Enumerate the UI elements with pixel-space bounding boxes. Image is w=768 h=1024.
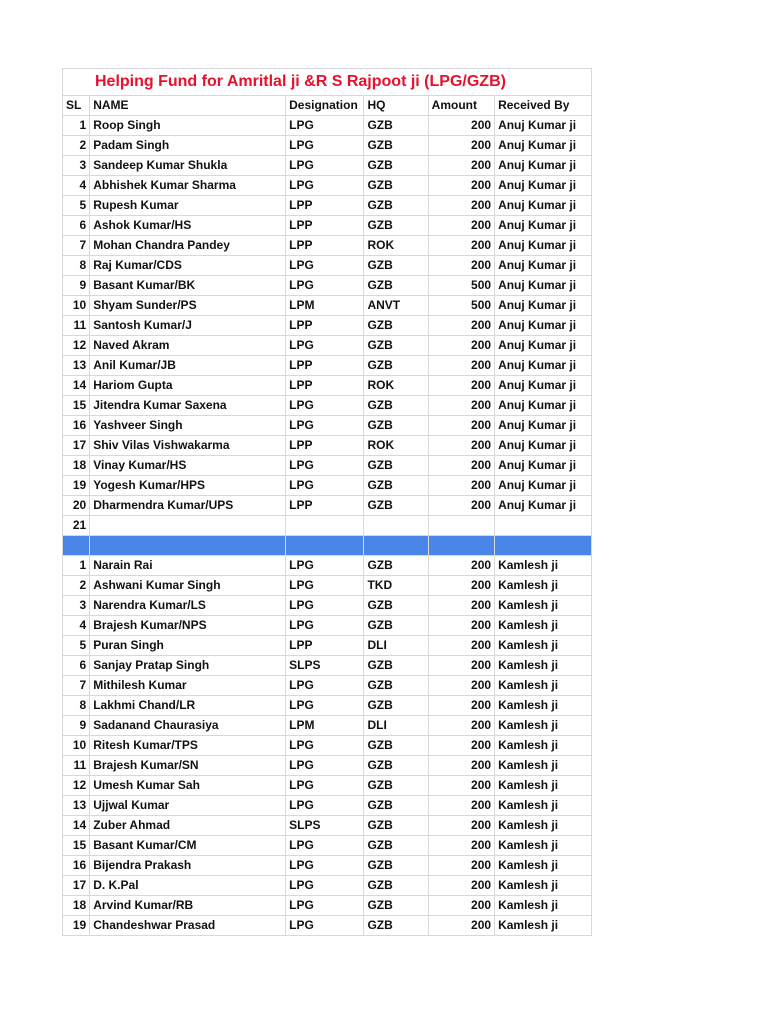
cell-received-by: Kamlesh ji [495,696,592,716]
table-row [63,176,592,196]
cell-amount: 200 [428,196,494,216]
cell-sl: 18 [63,896,90,916]
cell-sl: 14 [63,816,90,836]
cell-designation: LPP [286,196,364,216]
cell-amount: 200 [428,876,494,896]
cell-received-by: Anuj Kumar ji [495,496,592,516]
cell-hq: GZB [364,816,428,836]
cell-name: Abhishek Kumar Sharma [90,176,286,196]
header-sl: SL [63,96,90,116]
cell-received-by: Kamlesh ji [495,656,592,676]
table-row [63,196,592,216]
cell-sl: 4 [63,616,90,636]
table-row [63,416,592,436]
cell-hq: GZB [364,596,428,616]
cell-received-by: Anuj Kumar ji [495,336,592,356]
cell-sl: 18 [63,456,90,476]
cell-received-by: Kamlesh ji [495,756,592,776]
table-row [63,476,592,496]
cell-received-by: Anuj Kumar ji [495,296,592,316]
cell-received-by: Kamlesh ji [495,896,592,916]
table-row [63,116,592,136]
table-row [63,136,592,156]
cell-received-by: Anuj Kumar ji [495,356,592,376]
cell-sl: 6 [63,656,90,676]
cell-designation: LPG [286,896,364,916]
cell-amount: 500 [428,276,494,296]
separator-cell [364,536,428,556]
cell-amount: 200 [428,556,494,576]
cell-amount: 200 [428,336,494,356]
cell-amount: 200 [428,116,494,136]
cell-sl: 19 [63,916,90,936]
cell-sl: 2 [63,136,90,156]
cell-name: Basant Kumar/CM [90,836,286,856]
table-row [63,676,592,696]
cell-amount: 200 [428,776,494,796]
cell-designation: LPM [286,716,364,736]
header-name: NAME [90,96,286,116]
cell-sl: 20 [63,496,90,516]
cell-sl: 5 [63,636,90,656]
table-row [63,356,592,376]
table-row [63,556,592,576]
cell-name: Santosh Kumar/J [90,316,286,336]
cell-received-by [495,516,592,536]
table-row [63,496,592,516]
cell-sl: 17 [63,436,90,456]
table-row [63,656,592,676]
cell-name: Lakhmi Chand/LR [90,696,286,716]
cell-received-by: Kamlesh ji [495,556,592,576]
cell-name: Umesh Kumar Sah [90,776,286,796]
header-received-by: Received By [495,96,592,116]
cell-hq: ROK [364,376,428,396]
cell-name: Rupesh Kumar [90,196,286,216]
cell-hq: GZB [364,676,428,696]
cell-received-by: Anuj Kumar ji [495,436,592,456]
cell-hq: GZB [364,656,428,676]
cell-designation: LPG [286,176,364,196]
cell-hq: ANVT [364,296,428,316]
table-row [63,636,592,656]
cell-received-by: Anuj Kumar ji [495,116,592,136]
cell-sl: 11 [63,316,90,336]
cell-amount: 200 [428,156,494,176]
cell-amount: 200 [428,696,494,716]
cell-hq: GZB [364,796,428,816]
cell-hq: TKD [364,576,428,596]
cell-hq: GZB [364,736,428,756]
cell-amount: 200 [428,456,494,476]
cell-hq: ROK [364,436,428,456]
cell-sl: 13 [63,796,90,816]
cell-sl: 10 [63,736,90,756]
cell-designation: LPM [286,296,364,316]
cell-sl: 5 [63,196,90,216]
cell-designation: LPG [286,336,364,356]
cell-amount: 200 [428,836,494,856]
cell-name: Shiv Vilas Vishwakarma [90,436,286,456]
cell-designation: LPG [286,736,364,756]
cell-sl: 17 [63,876,90,896]
cell-designation: LPG [286,876,364,896]
cell-hq: GZB [364,356,428,376]
cell-received-by: Anuj Kumar ji [495,376,592,396]
cell-amount: 200 [428,756,494,776]
cell-designation: LPP [286,236,364,256]
cell-received-by: Anuj Kumar ji [495,396,592,416]
table-row [63,876,592,896]
cell-amount: 200 [428,176,494,196]
cell-hq: GZB [364,836,428,856]
cell-amount: 200 [428,376,494,396]
cell-name: Ashwani Kumar Singh [90,576,286,596]
cell-designation: LPG [286,596,364,616]
cell-hq: GZB [364,476,428,496]
cell-sl: 7 [63,676,90,696]
cell-name: Puran Singh [90,636,286,656]
table-row [63,716,592,736]
cell-name: Mithilesh Kumar [90,676,286,696]
cell-name: Mohan Chandra Pandey [90,236,286,256]
cell-received-by: Anuj Kumar ji [495,276,592,296]
table-row [63,836,592,856]
table-row [63,516,592,536]
cell-amount: 200 [428,816,494,836]
cell-designation: LPG [286,776,364,796]
cell-amount: 200 [428,596,494,616]
cell-sl: 15 [63,396,90,416]
cell-sl: 19 [63,476,90,496]
table-row [63,256,592,276]
cell-received-by: Anuj Kumar ji [495,416,592,436]
cell-received-by: Anuj Kumar ji [495,236,592,256]
cell-name: Basant Kumar/BK [90,276,286,296]
cell-designation: SLPS [286,656,364,676]
cell-name: Zuber Ahmad [90,816,286,836]
cell-received-by: Kamlesh ji [495,796,592,816]
cell-name: Sadanand Chaurasiya [90,716,286,736]
cell-sl: 16 [63,856,90,876]
cell-sl: 12 [63,336,90,356]
cell-designation: LPP [286,356,364,376]
cell-sl: 15 [63,836,90,856]
separator-cell [63,536,90,556]
cell-received-by: Kamlesh ji [495,856,592,876]
cell-name: Chandeshwar Prasad [90,916,286,936]
cell-amount: 200 [428,476,494,496]
table-row [63,916,592,936]
cell-designation: LPP [286,636,364,656]
table-row [63,236,592,256]
separator-cell [286,536,364,556]
cell-sl: 1 [63,556,90,576]
separator-cell [90,536,286,556]
cell-amount: 200 [428,616,494,636]
cell-sl: 11 [63,756,90,776]
cell-amount: 500 [428,296,494,316]
cell-amount: 200 [428,256,494,276]
cell-designation: LPP [286,436,364,456]
cell-designation: LPG [286,156,364,176]
table-row [63,616,592,636]
cell-amount: 200 [428,136,494,156]
cell-designation: LPG [286,556,364,576]
cell-sl: 12 [63,776,90,796]
cell-amount: 200 [428,216,494,236]
cell-amount: 200 [428,676,494,696]
cell-designation: LPG [286,116,364,136]
cell-designation: LPG [286,456,364,476]
cell-hq: GZB [364,856,428,876]
cell-hq: GZB [364,696,428,716]
cell-sl: 14 [63,376,90,396]
cell-name: Shyam Sunder/PS [90,296,286,316]
table-row [63,156,592,176]
cell-sl: 21 [63,516,90,536]
cell-designation: LPP [286,216,364,236]
table-row [63,756,592,776]
cell-sl: 3 [63,596,90,616]
cell-amount [428,516,494,536]
cell-name: Sanjay Pratap Singh [90,656,286,676]
cell-designation: LPG [286,396,364,416]
cell-designation: LPG [286,136,364,156]
cell-name: Naved Akram [90,336,286,356]
cell-hq [364,516,428,536]
cell-sl: 8 [63,696,90,716]
cell-name: Roop Singh [90,116,286,136]
table-row [63,816,592,836]
cell-sl: 4 [63,176,90,196]
cell-designation: LPG [286,916,364,936]
cell-received-by: Kamlesh ji [495,816,592,836]
cell-hq: GZB [364,196,428,216]
cell-name: Narain Rai [90,556,286,576]
cell-sl: 7 [63,236,90,256]
cell-sl: 8 [63,256,90,276]
cell-name: Narendra Kumar/LS [90,596,286,616]
sheet-title: Helping Fund for Amritlal ji &R S Rajpoot ji (LPG/GZB) [63,69,592,96]
cell-name: Bijendra Prakash [90,856,286,876]
table-row [63,396,592,416]
cell-amount: 200 [428,896,494,916]
header-amount: Amount [428,96,494,116]
cell-received-by: Kamlesh ji [495,836,592,856]
cell-name: Ashok Kumar/HS [90,216,286,236]
cell-designation: LPG [286,796,364,816]
header-row [63,96,592,116]
table-row [63,776,592,796]
cell-name: D. K.Pal [90,876,286,896]
cell-designation: LPG [286,696,364,716]
cell-amount: 200 [428,436,494,456]
cell-hq: GZB [364,616,428,636]
cell-amount: 200 [428,636,494,656]
cell-hq: GZB [364,176,428,196]
cell-hq: GZB [364,156,428,176]
cell-amount: 200 [428,736,494,756]
cell-received-by: Anuj Kumar ji [495,216,592,236]
cell-hq: GZB [364,916,428,936]
cell-designation: LPP [286,376,364,396]
fund-table [62,68,592,936]
cell-designation: SLPS [286,816,364,836]
cell-received-by: Anuj Kumar ji [495,136,592,156]
cell-received-by: Kamlesh ji [495,876,592,896]
cell-sl: 3 [63,156,90,176]
table-row [63,376,592,396]
cell-received-by: Anuj Kumar ji [495,316,592,336]
cell-amount: 200 [428,236,494,256]
cell-hq: GZB [364,756,428,776]
cell-designation: LPG [286,416,364,436]
cell-amount: 200 [428,796,494,816]
cell-hq: GZB [364,256,428,276]
cell-hq: ROK [364,236,428,256]
cell-designation: LPG [286,616,364,636]
table-row [63,456,592,476]
table-row [63,596,592,616]
cell-hq: GZB [364,396,428,416]
cell-name: Anil Kumar/JB [90,356,286,376]
cell-name: Brajesh Kumar/SN [90,756,286,776]
cell-name [90,516,286,536]
cell-amount: 200 [428,496,494,516]
cell-received-by: Kamlesh ji [495,916,592,936]
cell-hq: DLI [364,636,428,656]
cell-designation: LPP [286,496,364,516]
table-row [63,436,592,456]
cell-received-by: Anuj Kumar ji [495,256,592,276]
cell-sl: 6 [63,216,90,236]
cell-received-by: Kamlesh ji [495,736,592,756]
cell-received-by: Kamlesh ji [495,576,592,596]
cell-hq: GZB [364,216,428,236]
cell-designation [286,516,364,536]
cell-received-by: Kamlesh ji [495,776,592,796]
cell-amount: 200 [428,416,494,436]
table-row [63,856,592,876]
cell-hq: GZB [364,416,428,436]
separator-cell [495,536,592,556]
cell-amount: 200 [428,856,494,876]
cell-amount: 200 [428,356,494,376]
cell-hq: DLI [364,716,428,736]
cell-hq: GZB [364,876,428,896]
table-row [63,336,592,356]
separator-cell [428,536,494,556]
cell-name: Vinay Kumar/HS [90,456,286,476]
fund-table-body [63,69,592,936]
cell-name: Yashveer Singh [90,416,286,436]
cell-received-by: Anuj Kumar ji [495,196,592,216]
header-designation: Designation [286,96,364,116]
cell-designation: LPG [286,276,364,296]
cell-designation: LPG [286,576,364,596]
cell-sl: 13 [63,356,90,376]
cell-received-by: Anuj Kumar ji [495,156,592,176]
cell-hq: GZB [364,276,428,296]
cell-amount: 200 [428,656,494,676]
table-row [63,796,592,816]
cell-received-by: Kamlesh ji [495,616,592,636]
title-row [63,69,592,96]
cell-hq: GZB [364,456,428,476]
cell-hq: GZB [364,336,428,356]
cell-designation: LPG [286,756,364,776]
cell-amount: 200 [428,716,494,736]
cell-sl: 9 [63,716,90,736]
table-row [63,576,592,596]
cell-name: Hariom Gupta [90,376,286,396]
cell-designation: LPG [286,476,364,496]
cell-sl: 2 [63,576,90,596]
cell-designation: LPG [286,676,364,696]
table-row [63,896,592,916]
cell-name: Raj Kumar/CDS [90,256,286,276]
cell-name: Yogesh Kumar/HPS [90,476,286,496]
cell-hq: GZB [364,316,428,336]
table-row [63,736,592,756]
cell-name: Arvind Kumar/RB [90,896,286,916]
cell-sl: 9 [63,276,90,296]
cell-designation: LPG [286,836,364,856]
cell-name: Sandeep Kumar Shukla [90,156,286,176]
cell-name: Jitendra Kumar Saxena [90,396,286,416]
cell-hq: GZB [364,896,428,916]
cell-amount: 200 [428,396,494,416]
cell-hq: GZB [364,496,428,516]
table-row [63,216,592,236]
cell-name: Ujjwal Kumar [90,796,286,816]
separator-row [63,536,592,556]
cell-received-by: Kamlesh ji [495,716,592,736]
cell-amount: 200 [428,316,494,336]
cell-received-by: Kamlesh ji [495,596,592,616]
table-row [63,276,592,296]
cell-received-by: Kamlesh ji [495,676,592,696]
cell-name: Padam Singh [90,136,286,156]
cell-sl: 1 [63,116,90,136]
cell-received-by: Anuj Kumar ji [495,176,592,196]
header-hq: HQ [364,96,428,116]
cell-amount: 200 [428,576,494,596]
cell-received-by: Anuj Kumar ji [495,476,592,496]
cell-hq: GZB [364,556,428,576]
table-row [63,296,592,316]
cell-hq: GZB [364,136,428,156]
cell-name: Brajesh Kumar/NPS [90,616,286,636]
cell-designation: LPG [286,256,364,276]
cell-sl: 10 [63,296,90,316]
cell-sl: 16 [63,416,90,436]
cell-designation: LPG [286,856,364,876]
cell-hq: GZB [364,776,428,796]
cell-amount: 200 [428,916,494,936]
cell-received-by: Kamlesh ji [495,636,592,656]
cell-name: Ritesh Kumar/TPS [90,736,286,756]
cell-hq: GZB [364,116,428,136]
table-row [63,696,592,716]
table-row [63,316,592,336]
cell-received-by: Anuj Kumar ji [495,456,592,476]
cell-designation: LPP [286,316,364,336]
cell-name: Dharmendra Kumar/UPS [90,496,286,516]
